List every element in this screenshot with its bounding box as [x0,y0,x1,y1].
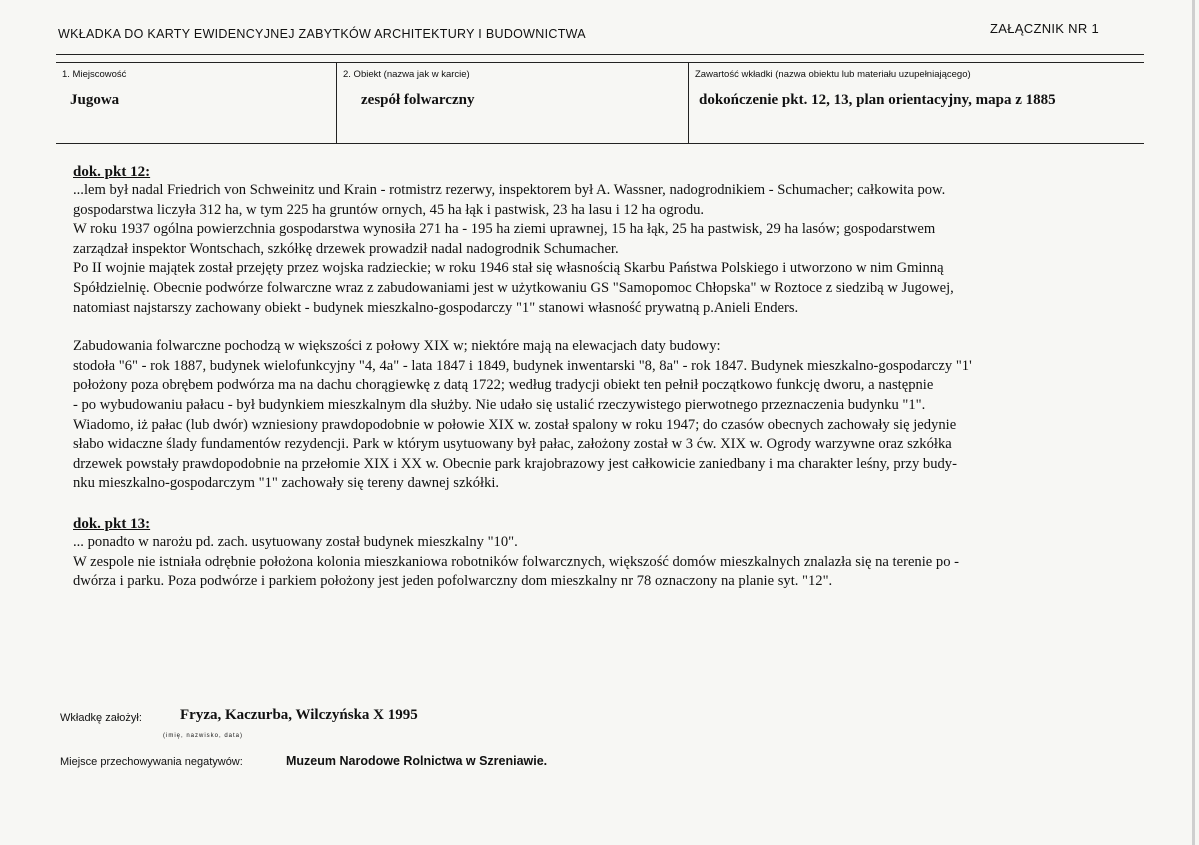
contents-box [688,63,1145,143]
text-line: położony poza obrębem podwórza ma na dachu chorągiewkę z datą 1722; według tradycji obiekt ten pełnił początkowo funkcję dworu, a następnie [73,377,934,394]
text-line: ... ponadto w narożu pd. zach. usytuowany został budynek mieszkalny "10". [73,533,518,550]
text-line: drzewek powstały prawdopodobnie na przełomie XIX i XX w. Obecnie park krajobrazowy jest całkowicie zaniedbany i ma charakter leśny, przy budy- [73,455,957,472]
text-line: W zespole nie istniała odrębnie położona kolonia mieszkaniowa robotników folwarcznych, większość domów mieszkalnych znalazła się na terenie po - [73,553,960,570]
text-line: Spółdzielnię. Obecnie podwórze folwarczne wraz z zabudowaniami jest w użytkowaniu GS "Samopomoc Chłopska" w Roztoce z siedzibą w Jugowej, [73,279,954,296]
place-value: Jugowa [70,92,120,108]
place-label: 1. Miejscowość [62,69,127,80]
text-line: dwórza i parku. Poza podwórze i parkiem położony jest jeden pofolwarczny dom mieszkalny nr 78 oznaczony na planie syt. "12". [73,573,833,590]
section-heading-12: dok. pkt 12: [73,164,151,180]
text-line: stodoła "6" - rok 1887, budynek wielofunkcyjny "4, 4a" - lata 1847 i 1849, budynek inwentarski "8, 8a" - rok 1847. Budynek mieszkalno-gospodarczy "1' [73,357,972,374]
text-line: Zabudowania folwarczne pochodzą w większości z połowy XIX w; niektóre mają na elewacjach daty budowy: [73,338,721,355]
text-line: natomiast najstarszy zachowany obiekt - budynek mieszkalno-gospodarczy "1" stanowi własność prywatną p.Anieli Enders. [73,299,799,316]
author-label: Wkładkę założył: [60,712,142,724]
storage-label: Miejsce przechowywania negatywów: [60,756,243,768]
section-heading-13: dok. pkt 13: [73,515,151,532]
scan-edge [1192,0,1195,845]
text-line: - po wybudowaniu pałacu - był budynkiem mieszkalnym dla służby. Nie udało się ustalić rzeczywistego pierwotnego przeznaczenia budynku "1". [73,396,926,413]
text-line: Po II wojnie majątek został przejęty przez wojska radzieckie; w roku 1946 stał się własnością Skarbu Państwa Polskiego i utworzono w nim Gminną [73,260,944,277]
document-body [73,163,1153,592]
attachment-number: ZAŁĄCZNIK NR 1 [990,21,1099,36]
place-box [56,63,336,143]
text-line: ...lem był nadal Friedrich von Schweinitz und Krain - rotmistrz rezerwy, inspektorem był A. Wassner, nadogrodnikiem - Schumacher; całkowita pow. [73,182,946,198]
info-boxes [56,62,1144,144]
text-line: słabo widaczne ślady fundamentów rezydencji. Park w którym usytuowany był pałac, założony został w 3 ćw. XIX w. Ogrody warzywne oraz szkółka [73,436,952,453]
object-box [336,63,689,143]
author-value: Fryza, Kaczurba, Wilczyńska X 1995 [180,707,418,723]
text-line: gospodarstwa liczyła 312 ha, w tym 225 ha gruntów ornych, 45 ha łąk i pastwisk, 23 ha lasu i 12 ha ogrodu. [73,201,705,218]
text-line: nku mieszkalno-gospodarczym "1" zachowały się tereny dawnej szkółki. [73,475,500,492]
object-value: zespół folwarczny [361,92,475,108]
contents-value: dokończenie pkt. 12, 13, plan orientacyjny, mapa z 1885 [699,92,1056,108]
author-caption: (imię, nazwisko, data) [163,733,244,739]
contents-label: Zawartość wkładki (nazwa obiektu lub materiału uzupełniającego) [695,69,971,80]
storage-value: Muzeum Narodowe Rolnictwa w Szreniawie. [286,754,548,768]
header-divider [56,54,1144,55]
object-label: 2. Obiekt (nazwa jak w karcie) [343,69,470,80]
text-line: zarządzał inspektor Wontschach, szkółkę drzewek prowadził nadal nadogrodnik Schumacher. [73,240,619,257]
text-line: W roku 1937 ogólna powierzchnia gospodarstwa wynosiła 271 ha - 195 ha ziemi uprawnej, 15 ha łąk, 25 ha pastwisk, 29 ha lasów; gospodarstwem [73,221,936,238]
document-title: WKŁADKA DO KARTY EWIDENCYJNEJ ZABYTKÓW ARCHITEKTURY I BUDOWNICTWA [58,27,586,41]
text-line: Wiadomo, iż pałac (lub dwór) wzniesiony prawdopodobnie w połowie XIX w. został spalony w roku 1947; do czasów obecnych zachowały się jedynie [73,416,957,433]
